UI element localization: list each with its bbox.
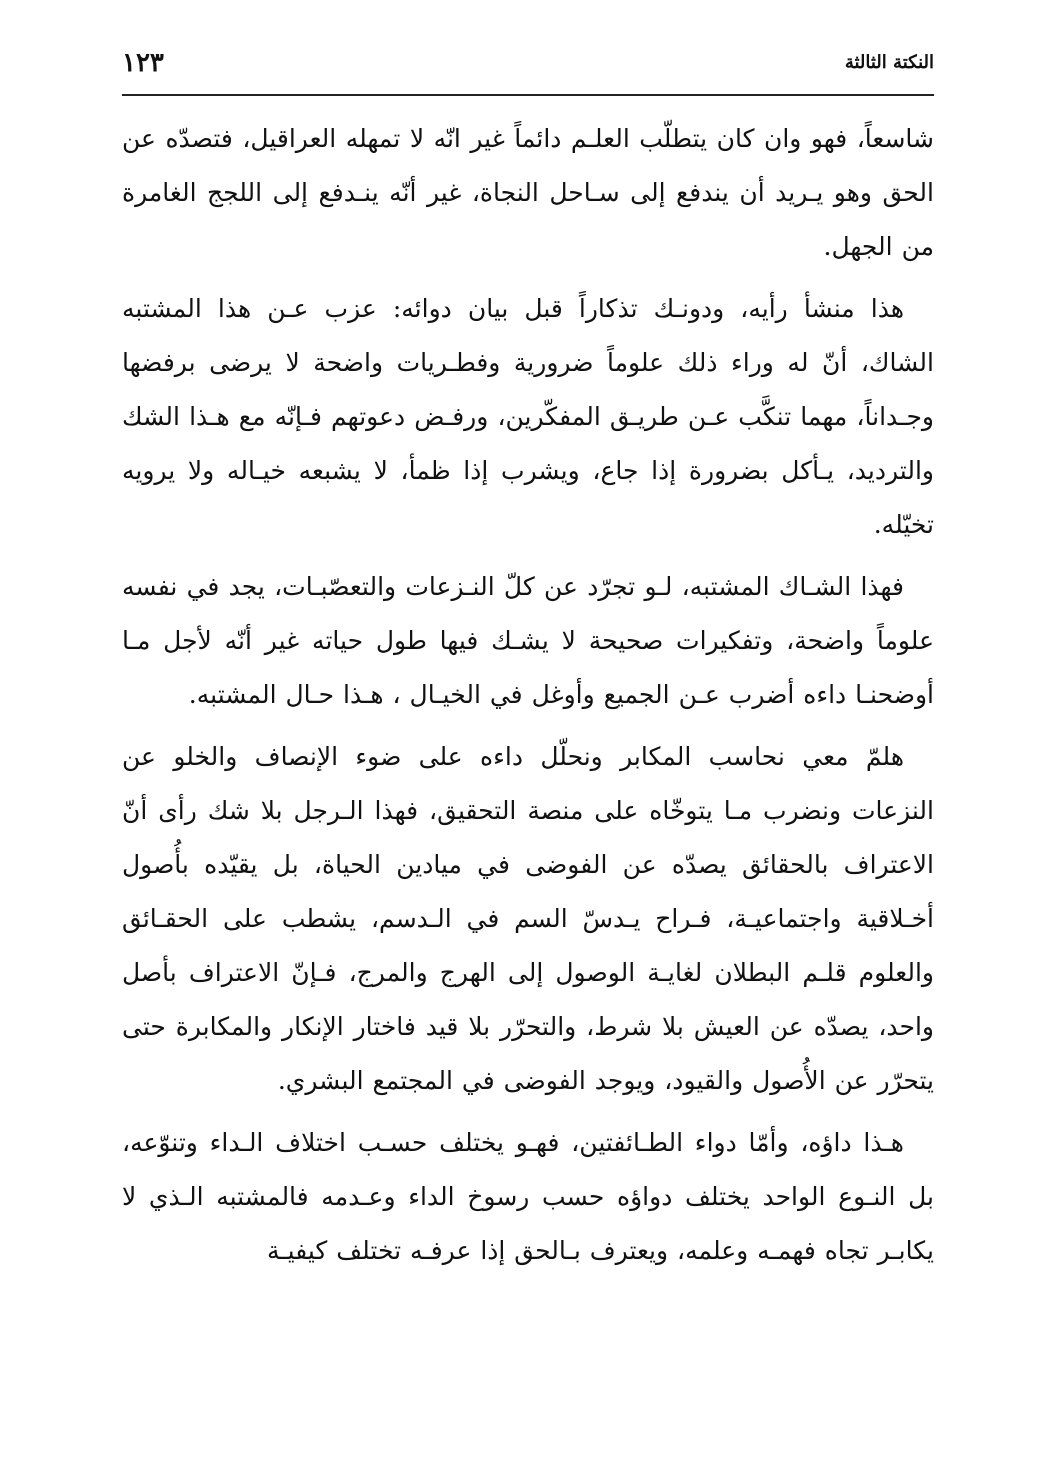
body-text: [122, 112, 934, 1278]
page-number: ١٢٣: [122, 48, 164, 78]
running-title: النكتة الثالثة: [844, 52, 934, 73]
book-page: [122, 40, 934, 1440]
paragraph-4: هلمّ معي نحاسب المكابر ونحلّل داءه على ضوء الإنصاف والخلو عن النزعات ونضرب مـا يتوخّاه على منصة التحقيق، فهذا الـرجل بلا شك رأى أنّ الاعتراف بالحقائق يصدّه عن الفوضى في ميادين الحياة، بل يقيّده بأُصول أخـلاقية واجتماعيـة، فـراح يـدسّ السم في الـدسم، يشطب على الحقـائق والعلوم قلـم البطلان لغايـة الوصول إلى الهرج والمرج، فـإنّ الاعتراف بأصل واحد، يصدّه عن العيش بلا شرط، والتحرّر بلا قيد فاختار الإنكار والمكابرة حتى يتحرّر عن الأُصول والقيود، ويوجد الفوضى في المجتمع البشري.: [122, 742, 934, 1095]
paragraph-2: هذا منشأ رأيه، ودونـك تذكاراً قبل بيان دوائه: عزب عـن هذا المشتبه الشاك، أنّ له وراء ذلك علوماً ضرورية وفطـريات واضحة لا يرضى برفضها وجـداناً، مهما تنكَّب عـن طريـق المفكّرين، ورفـض دعوتهم فـإنّه مع هـذا الشك والترديد، يـأكل بضرورة إذا جاع، ويشرب إذا ظمأ، لا يشبعه خيـاله ولا يرويه تخيّله.: [122, 294, 935, 539]
paragraph-1: شاسعاً، فهو وان كان يتطلّب العلـم دائماً غير انّه لا تمهله العراقيل، فتصدّه عن الحق وهو يـريد أن يندفع إلى سـاحل النجاة، غير أنّه ينـدفع إلى اللجج الغامرة من الجهل.: [122, 124, 934, 261]
header-rule: [122, 94, 934, 96]
paragraph-3: فهذا الشـاك المشتبه، لـو تجرّد عن كلّ النـزعات والتعصّبـات، يجد في نفسه علوماً واضحة، وتفكيرات صحيحة لا يشـك فيها طول حياته غير أنّه لأجل مـا أوضحنـا داءه أضرب عـن الجميع وأوغل في الخيـال ، هـذا حـال المشتبه.: [122, 572, 934, 709]
paragraph-5: هـذا داؤه، وأمّا دواء الطـائفتين، فهـو يختلف حسـب اختلاف الـداء وتنوّعه، بل النـوع الواحد يختلف دواؤه حسب رسوخ الداء وعـدمه فالمشتبه الـذي لا يكابـر تجاه فهمـه وعلمه، ويعترف بـالحق إذا عرفـه تختلف كيفيـة: [122, 1128, 934, 1265]
page-header: [122, 40, 934, 86]
